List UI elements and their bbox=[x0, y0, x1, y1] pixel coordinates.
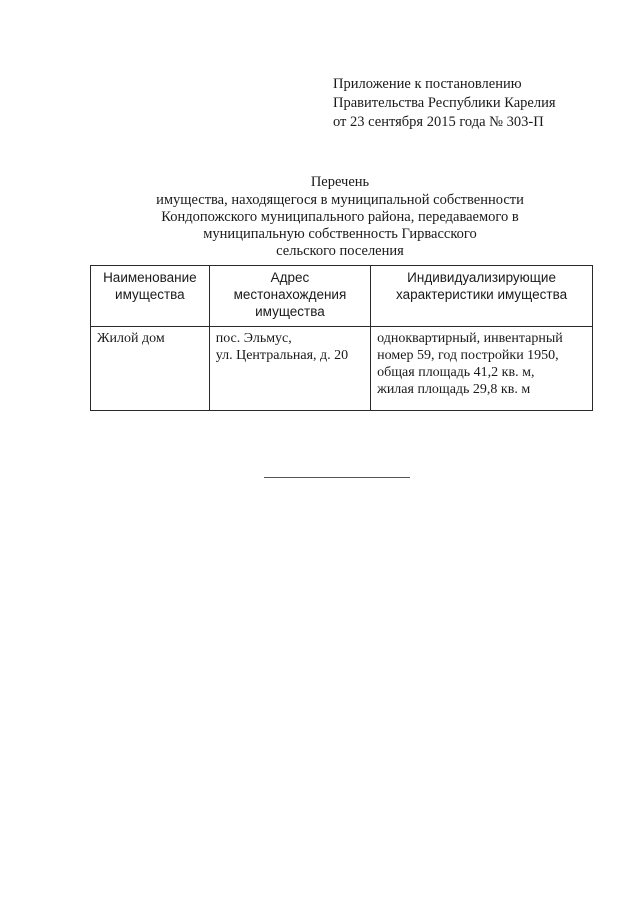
cell-name-line: Жилой дом bbox=[97, 331, 165, 346]
title-line: муниципальную собственность Гирвасского bbox=[203, 226, 477, 242]
header-characteristics-line: Индивидуализирующие bbox=[407, 270, 556, 285]
cell-characteristics-line: одноквартирный, инвентарный bbox=[377, 331, 563, 346]
header-address-line: имущества bbox=[255, 304, 325, 319]
appendix-line: Приложение к постановлению bbox=[333, 76, 522, 92]
cell-address-line: пос. Эльмус, bbox=[215, 331, 292, 346]
header-address bbox=[209, 266, 370, 327]
header-name-line: имущества bbox=[115, 287, 185, 302]
document-title bbox=[110, 174, 570, 260]
table-header-row bbox=[91, 266, 593, 327]
closing-divider bbox=[264, 477, 410, 478]
cell-characteristics-line: общая площадь 41,2 кв. м, bbox=[377, 365, 535, 380]
cell-characteristics-line: жилая площадь 29,8 кв. м bbox=[377, 382, 531, 397]
property-table bbox=[90, 265, 593, 411]
header-address-line: Адрес bbox=[270, 270, 310, 285]
header-characteristics-line: характеристики имущества bbox=[396, 287, 568, 302]
title-line: Кондопожского муниципального района, передаваемого в bbox=[161, 209, 519, 225]
title-heading: Перечень bbox=[310, 174, 370, 190]
table-row bbox=[91, 327, 593, 411]
cell-name bbox=[91, 327, 210, 411]
title-line: имущества, находящегося в муниципальной собственности bbox=[156, 192, 524, 208]
appendix-reference bbox=[333, 75, 556, 132]
header-characteristics bbox=[371, 266, 593, 327]
appendix-line: от 23 сентября 2015 года № 303-П bbox=[333, 114, 544, 130]
title-line: сельского поселения bbox=[276, 243, 404, 259]
cell-address-line: ул. Центральная, д. 20 bbox=[215, 348, 349, 363]
cell-address bbox=[209, 327, 370, 411]
header-name-line: Наименование bbox=[103, 270, 197, 285]
cell-characteristics bbox=[371, 327, 593, 411]
header-address-line: местонахождения bbox=[233, 287, 347, 302]
appendix-line: Правительства Республики Карелия bbox=[333, 95, 556, 111]
header-name bbox=[91, 266, 210, 327]
cell-characteristics-line: номер 59, год постройки 1950, bbox=[377, 348, 559, 363]
